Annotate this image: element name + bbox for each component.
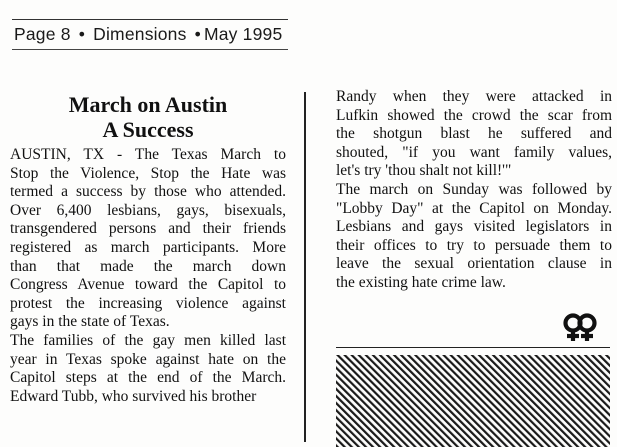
body-text-line: Congress Avenue toward the Capitol to: [10, 276, 286, 294]
body-text-line: registered as march participants. More: [10, 238, 286, 256]
body-text-line: Over 6,400 lesbians, gays, bisexuals,: [10, 201, 286, 219]
article-column-right: [336, 88, 612, 293]
body-text-line: transgendered persons and their friends: [10, 220, 286, 238]
body-text-line: Capitol steps at the end of the March.: [10, 369, 286, 387]
running-head: [14, 24, 282, 45]
section-rule: [336, 347, 610, 348]
article-body-left: [10, 146, 286, 406]
body-text-line: leave the sexual orientation clause in: [336, 255, 612, 273]
header-underline: [12, 49, 288, 50]
body-text-line: AUSTIN, TX - The Texas March to: [10, 146, 286, 163]
article-headline: [10, 92, 286, 142]
publication-name: Dimensions: [93, 24, 187, 44]
body-text-line: year in Texas spoke against hate on the: [10, 350, 286, 368]
headline-line: March on Austin: [68, 92, 228, 117]
headline-line: A Success: [102, 117, 194, 142]
article-body-right: [336, 88, 612, 293]
body-text-line: Lesbians and gays visited legislators in: [336, 218, 612, 236]
header-separator: •: [194, 24, 201, 44]
body-text-line: Stop the Violence, Stop the Hate was: [10, 164, 286, 182]
body-text-line: the existing hate crime law.: [336, 273, 506, 291]
body-text-line: gays in the state of Texas.: [10, 313, 170, 331]
body-text-line: shouted, "if you want family values,: [336, 143, 612, 161]
body-text-line: than that made the march down: [10, 257, 286, 275]
article-column-left: [10, 92, 286, 406]
body-text-line: Lufkin showed the crowd the scar from: [336, 106, 612, 124]
body-text-line: protest the increasing violence against: [10, 294, 286, 312]
top-rule: [12, 19, 288, 20]
hatched-panel: [336, 355, 610, 447]
body-text-line: Randy when they were attacked in: [336, 88, 612, 105]
page-number: Page 8: [14, 24, 71, 44]
header-separator: •: [78, 24, 86, 44]
body-text-line: The march on Sunday was followed by: [336, 180, 612, 198]
double-female-symbol-icon: [560, 312, 604, 342]
body-text-line: let's try 'thou shalt not kill!'": [336, 162, 512, 180]
issue-date: May 1995: [203, 24, 283, 44]
body-text-line: their offices to try to persuade them to: [336, 236, 612, 254]
body-text-line: "Lobby Day" at the Capitol on Monday.: [336, 199, 612, 217]
body-text-line: Edward Tubb, who survived his brother: [10, 387, 257, 405]
body-text-line: termed a success by those who attended.: [10, 183, 286, 201]
body-text-line: the shotgun blast he suffered and: [336, 125, 612, 143]
column-divider: [304, 92, 306, 442]
body-text-line: The families of the gay men killed last: [10, 331, 286, 349]
